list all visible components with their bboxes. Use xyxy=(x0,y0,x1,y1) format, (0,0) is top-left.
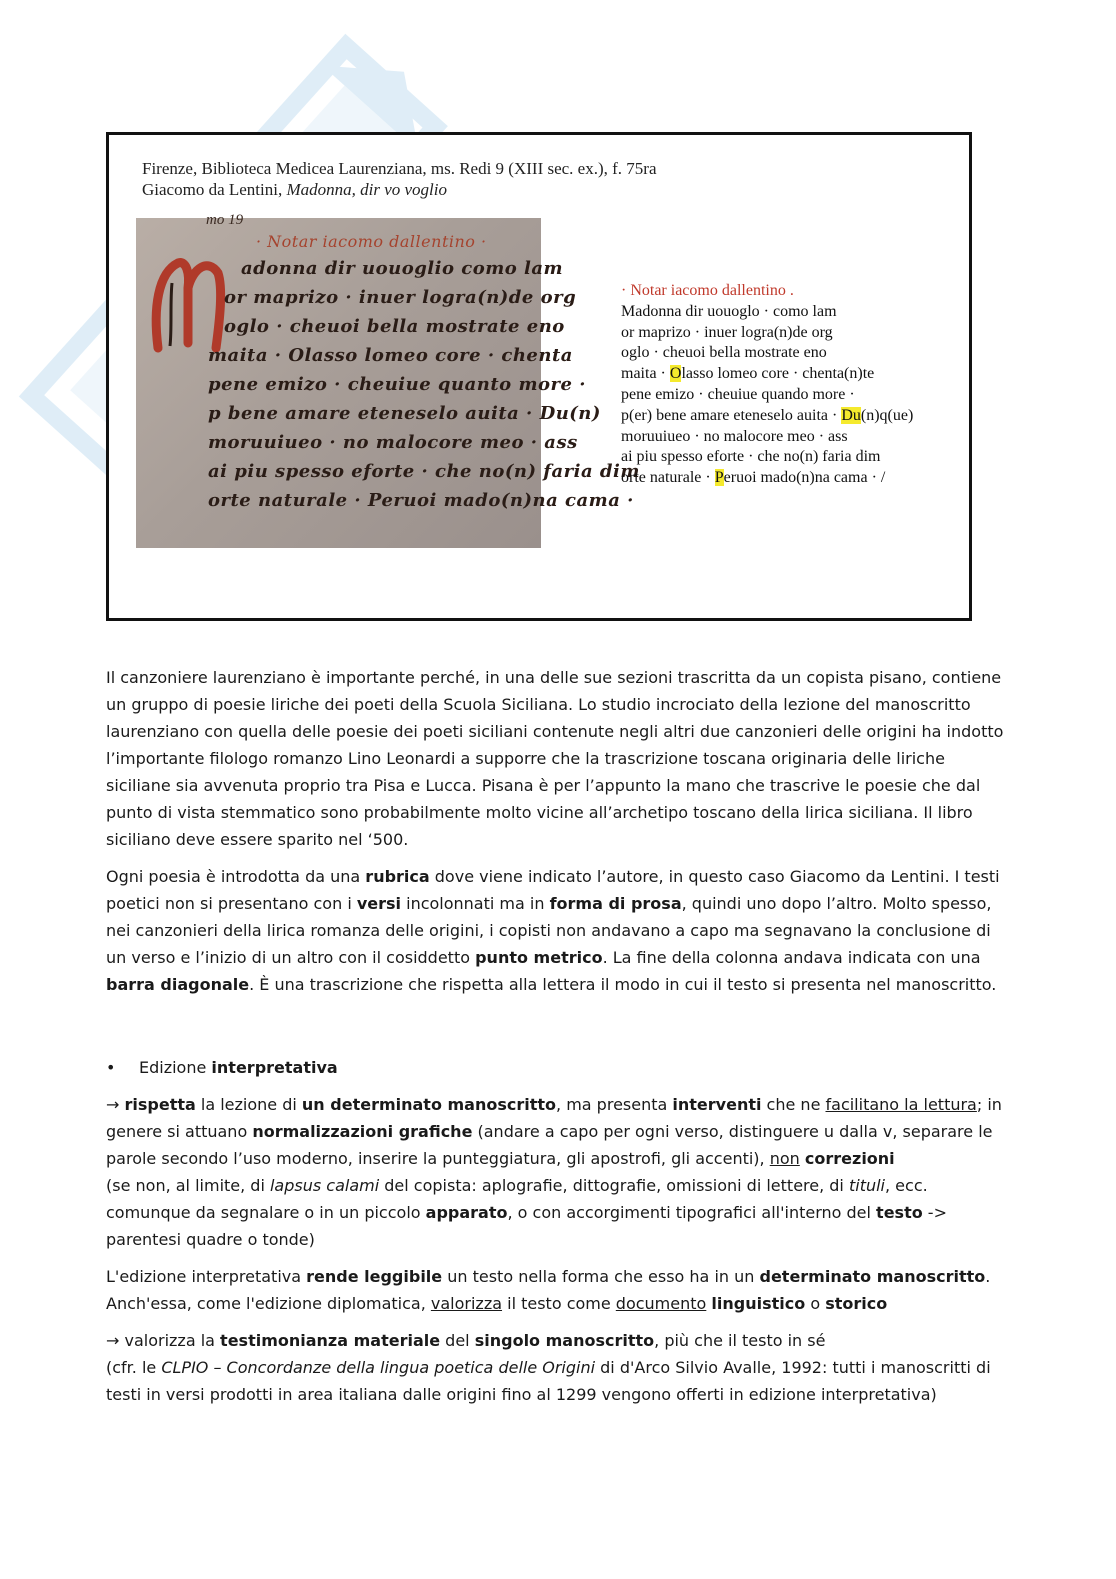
text-segment: . È una trascrizione che rispetta alla lettera il modo in cui il testo si presenta nel manoscritto. xyxy=(249,975,997,994)
ms-line: orte naturale · Peruoi mado(n)na cama · xyxy=(208,490,634,511)
highlighted-letter: O xyxy=(669,365,682,383)
text-segment: -> parentesi quadre o tonde) xyxy=(106,1203,947,1249)
ms-line: ai piu spesso eforte · che no(n) faria dim xyxy=(208,461,640,482)
bold-term: versi xyxy=(356,894,402,913)
paragraph-rubrica xyxy=(106,863,1006,998)
bold-term: testo xyxy=(876,1203,923,1222)
bullet-icon: • xyxy=(106,1058,116,1077)
italic-term: tituli xyxy=(848,1176,885,1195)
bold-term: barra diagonale xyxy=(106,975,250,994)
transcription-line xyxy=(621,468,913,489)
bold-term: testimonianza materiale xyxy=(220,1331,441,1350)
text-segment: , quindi uno dopo l’altro. Molto spesso, nei canzonieri della lirica romanza delle origini, i copisti non andavano a capo ma segnavano la conclusione di un verso e l’inizio di un altro con il cosiddetto xyxy=(106,894,992,967)
transcription-line: ai piu spesso eforte · che no(n) faria dim xyxy=(621,448,881,466)
bold-term: apparato xyxy=(425,1203,508,1222)
manuscript-photo xyxy=(136,212,640,548)
text-segment: (cfr. le xyxy=(106,1358,162,1377)
text-segment: , ma presenta xyxy=(556,1095,673,1114)
bold-term: punto metrico xyxy=(475,948,603,967)
ms-line: oglo · cheuoi bella mostrate eno xyxy=(224,316,565,337)
paragraph-canzoniere: Il canzoniere laurenziano è importante perché, in una delle sue sezioni trascritta da un copista pisano, contiene un gruppo di poesie liriche dei poeti della Scuola Siciliana. Lo studio incrociato della lezione del manoscritto laurenziano con quella delle poesie dei poeti siciliani contenute negli altri due canzonieri delle origini ha indotto l’importante filologo romanzo Lino Leonardi a supporre che la trascrizione toscana originaria delle liriche siciliane sia avvenuta proprio tra Pisa e Lucca. Pisana è per l’appunto la mano che trascrive le poesie che dal punto di vista stemmatico sono probabilmente molto vicine all’archetipo toscano della lirica siciliana. Il libro siciliano deve essere sparito nel ‘500. xyxy=(106,668,1004,849)
bold-term: interventi xyxy=(672,1095,762,1114)
text-segment: (andare a capo per ogni verso, distinguere u dalla v, separare le parole secondo l’uso moderno, inserire la punteggiatura, gli apostrofi, gli accenti), xyxy=(106,1122,993,1168)
text-segment: lasso lomeo core · chenta(n)te xyxy=(681,365,875,383)
bold-term: normalizzazioni grafiche xyxy=(252,1122,473,1141)
ms-line: or maprizo · inuer logra(n)de org xyxy=(224,287,577,308)
transcription xyxy=(621,281,913,489)
text-segment: incolonnati ma in xyxy=(401,894,550,913)
bullet-heading xyxy=(106,1054,1006,1081)
text-segment: ; in genere si attuano xyxy=(106,1095,1002,1141)
text-segment: p(er) bene amare eteneselo auita · xyxy=(621,406,842,424)
document-body xyxy=(106,664,1006,1408)
text-segment: → valorizza la xyxy=(106,1331,221,1350)
underlined-term: documento xyxy=(615,1294,707,1313)
illuminated-initial-icon xyxy=(148,248,228,358)
transcription-line: oglo · cheuoi bella mostrate eno xyxy=(621,344,827,362)
bold-term: determinato manoscritto xyxy=(759,1267,986,1286)
ms-line: moruuiueo · no malocore meo · ass xyxy=(208,432,578,453)
italic-term: CLPIO – Concordanze della lingua poetica delle Origini xyxy=(161,1358,596,1377)
text-segment: maita · xyxy=(621,365,670,383)
text-segment: , più che il testo in sé xyxy=(654,1331,826,1350)
caption-author: Giacomo da Lentini, xyxy=(142,180,287,199)
bold-term: rubrica xyxy=(365,867,430,886)
text-segment: il testo come xyxy=(502,1294,616,1313)
text-segment: orte naturale · xyxy=(621,469,715,487)
figure-box xyxy=(106,132,972,621)
transcription-line xyxy=(621,406,913,427)
ms-rubric: · Notar iacomo dallentino · xyxy=(256,232,487,251)
ms-line: pene emizo · cheuiue quanto more · xyxy=(208,374,586,395)
text-segment: del copista: aplografie, dittografie, omissioni di lettere, di xyxy=(379,1176,849,1195)
ms-line: maita · Olasso lomeo core · chenta xyxy=(208,345,573,366)
bold-term: un determinato manoscritto xyxy=(301,1095,557,1114)
text-segment: che ne xyxy=(761,1095,826,1114)
underlined-term: valorizza xyxy=(430,1294,503,1313)
ms-top-text: mo 19 xyxy=(206,212,244,228)
text-segment: (se non, al limite, di xyxy=(106,1176,270,1195)
text-segment: L'edizione interpretativa xyxy=(106,1267,307,1286)
text-segment: del xyxy=(440,1331,475,1350)
arrow-icon: → xyxy=(106,1095,125,1114)
text-segment: Edizione xyxy=(139,1058,212,1077)
text-segment: , ecc. comunque da segnalare o in un piccolo xyxy=(106,1176,928,1222)
paragraph-valorizza xyxy=(106,1327,1006,1408)
ms-line: p bene amare eteneselo auita · Du(n) xyxy=(208,403,601,424)
text-segment: , o con accorgimenti tipografici all'interno del xyxy=(507,1203,877,1222)
bold-term: forma di prosa xyxy=(549,894,682,913)
bold-term: interpretativa xyxy=(211,1058,338,1077)
bold-term: rispetta xyxy=(124,1095,196,1114)
transcription-line: Madonna dir uouoglo · como lam xyxy=(621,302,837,320)
transcription-line: moruuiueo · no malocore meo · ass xyxy=(621,427,848,445)
bold-term: storico xyxy=(825,1294,888,1313)
text-segment: . La fine della colonna andava indicata con una xyxy=(602,948,981,967)
caption-line-2 xyxy=(142,179,657,200)
text-segment: eruoi mado(n)na cama · / xyxy=(723,469,886,487)
transcription-rubric: · Notar iacomo dallentino . xyxy=(621,282,794,299)
transcription-line: or maprizo · inuer logra(n)de org xyxy=(621,323,833,341)
text-segment: . Anch'essa, come l'edizione diplomatica, xyxy=(106,1267,991,1313)
text-segment: Ogni poesia è introdotta da una xyxy=(106,867,366,886)
figure-caption xyxy=(142,158,657,200)
text-segment: un testo nella forma che esso ha in un xyxy=(442,1267,760,1286)
bold-term: singolo manoscritto xyxy=(474,1331,655,1350)
transcription-line: pene emizo · cheuiue quando more · xyxy=(621,385,855,403)
bold-term: correzioni xyxy=(804,1149,895,1168)
text-segment: (n)q(ue) xyxy=(860,406,914,424)
underlined-term: facilitano la lettura xyxy=(825,1095,977,1114)
italic-term: lapsus calami xyxy=(269,1176,380,1195)
underlined-term: non xyxy=(769,1149,800,1168)
text-segment: o xyxy=(805,1294,826,1313)
bold-term: rende leggibile xyxy=(306,1267,443,1286)
bold-term: linguistico xyxy=(711,1294,806,1313)
highlighted-letter: P xyxy=(714,469,724,487)
highlighted-letter: Du xyxy=(841,406,861,424)
ms-line: adonna dir uouoglio como lam xyxy=(241,258,564,279)
caption-title: Madonna, dir vo voglio xyxy=(286,180,448,199)
transcription-line xyxy=(621,364,913,385)
caption-line-1: Firenze, Biblioteca Medicea Laurenziana, ms. Redi 9 (XIII sec. ex.), f. 75ra xyxy=(142,159,657,178)
paragraph-leggibile xyxy=(106,1263,1006,1317)
text-segment: di d'Arco Silvio Avalle, 1992: tutti i manoscritti di testi in versi prodotti in area italiana dalle origini fino al 1299 vengono offerti in edizione interpretativa) xyxy=(106,1358,991,1404)
text-segment: la lezione di xyxy=(195,1095,302,1114)
text-segment: dove viene indicato l’autore, in questo caso Giacomo da Lentini. I testi poetici non si presentano con i xyxy=(106,867,1000,913)
paragraph-interpretativa xyxy=(106,1091,1006,1253)
